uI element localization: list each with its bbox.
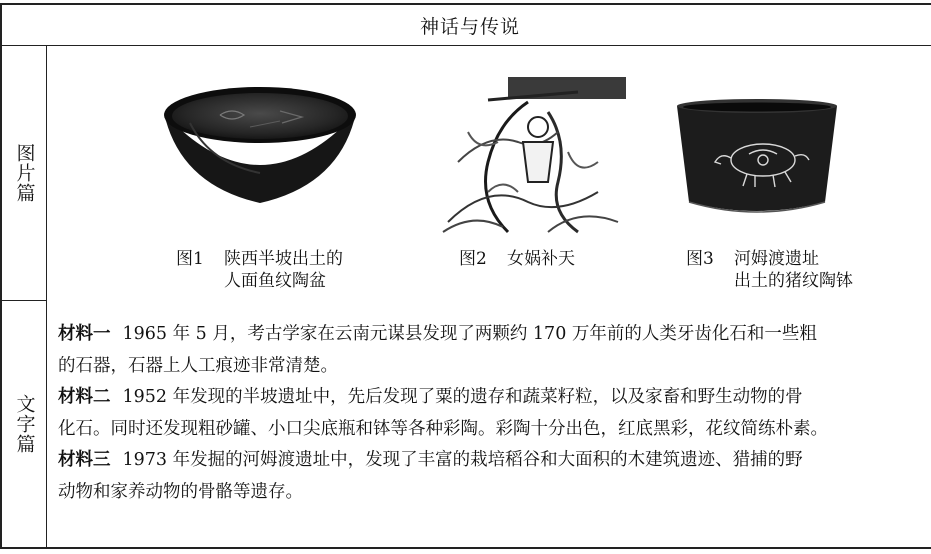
text-section-label-text: 文字篇 <box>13 393 36 454</box>
text-section-label <box>2 300 47 547</box>
figure-2-caption-line1: 女娲补天 <box>507 249 575 269</box>
picture-section-label <box>2 45 47 301</box>
picture-section <box>46 45 931 300</box>
figure-1-caption-line1: 陕西半坡出土的 <box>224 249 343 269</box>
material-3 <box>58 445 931 508</box>
material-1-line2: 的石器，石器上人工痕迹非常清楚。 <box>58 355 338 376</box>
material-3-label: 材料三 <box>58 450 111 470</box>
material-2-line2: 化石。同时还发现粗砂罐、小口尖底瓶和钵等各种彩陶。彩陶十分出色，红底黑彩，花纹简练朴素。 <box>58 418 828 439</box>
material-2 <box>58 382 931 445</box>
figure-1-number: 图1 <box>176 249 204 269</box>
table-title: 神话与传说 <box>2 5 931 46</box>
figure-2-number: 图2 <box>459 249 487 269</box>
text-section <box>46 300 931 547</box>
figure-2-caption <box>459 248 575 270</box>
figure-1-caption-line2: 人面鱼纹陶盆 <box>224 271 326 291</box>
material-1-line1: 1965 年 5 月，考古学家在云南元谋县发现了两颗约 170 万年前的人类牙齿化石和一些粗 <box>122 324 817 344</box>
figure-3-caption <box>686 248 853 292</box>
figure-3-pig-pot-image <box>675 98 839 228</box>
material-2-label: 材料二 <box>58 387 111 407</box>
material-1-label: 材料一 <box>58 324 111 344</box>
material-3-line1: 1973 年发掘的河姆渡遗址中，发现了丰富的栽培稻谷和大面积的木建筑遗迹、猎捕的野 <box>122 450 803 470</box>
figure-2-nuwa-image <box>428 72 628 240</box>
figure-3-caption-line2: 出土的猪纹陶钵 <box>734 271 853 291</box>
material-3-line2: 动物和家养动物的骨骼等遗存。 <box>58 481 303 502</box>
figure-3-caption-line1: 河姆渡遗址 <box>734 249 819 269</box>
history-table <box>0 3 931 549</box>
picture-section-label-text: 图片篇 <box>13 142 36 203</box>
figure-3-number: 图3 <box>686 249 714 269</box>
figure-1-caption <box>176 248 343 292</box>
material-2-line1: 1952 年发现的半坡遗址中，先后发现了粟的遗存和蔬菜籽粒，以及家畜和野生动物的骨 <box>122 387 803 407</box>
figure-1-basin-image <box>160 85 360 205</box>
material-1 <box>58 319 931 382</box>
